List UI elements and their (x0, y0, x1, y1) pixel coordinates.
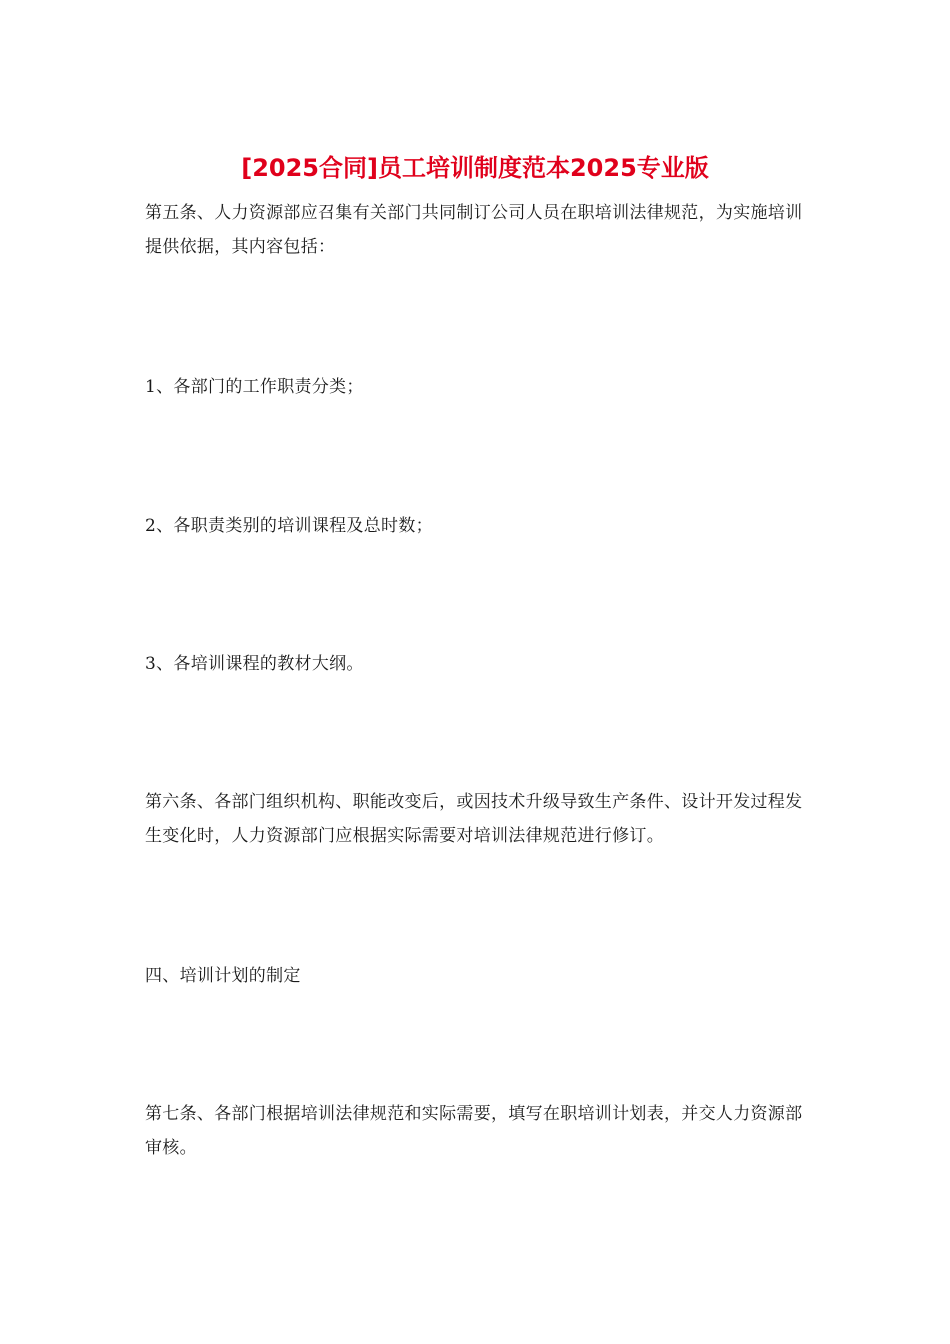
paragraph-article-7: 第七条、各部门根据培训法律规范和实际需要，填写在职培训计划表，并交人力资源部审核。 (145, 1104, 803, 1158)
list-item-3: 3、各培训课程的教材大纲。 (145, 654, 364, 674)
paragraph-article-5: 第五条、人力资源部应召集有关部门共同制订公司人员在职培训法律规范，为实施培训提供依据，其内容包括： (145, 203, 803, 257)
list-item-2: 2、各职责类别的培训课程及总时数； (145, 516, 433, 536)
paragraph-article-6: 第六条、各部门组织机构、职能改变后，或因技术升级导致生产条件、设计开发过程发生变化时，人力资源部门应根据实际需要对培训法律规范进行修订。 (145, 792, 803, 846)
section-heading-4: 四、培训计划的制定 (145, 966, 301, 986)
list-item-1: 1、各部门的工作职责分类； (145, 377, 364, 397)
document-title: [2025合同]员工培训制度范本2025专业版 (241, 154, 709, 182)
